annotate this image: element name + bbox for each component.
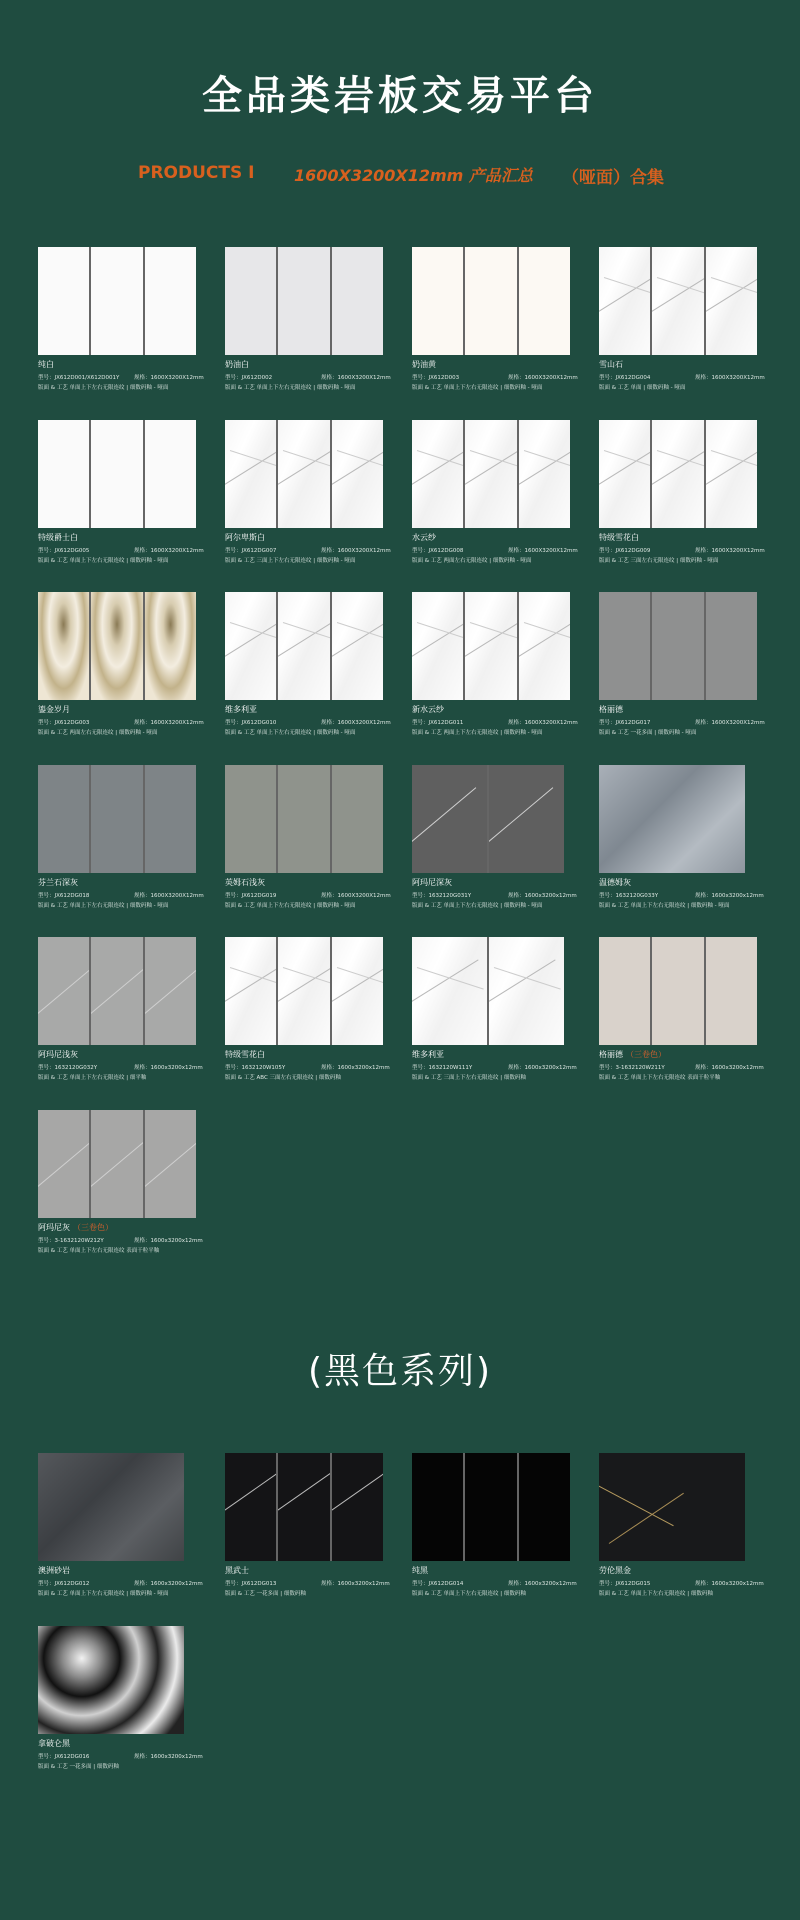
slab-panel [38,937,89,1045]
product-name [225,359,249,370]
slab-image [412,937,564,1045]
product-card[interactable] [599,1453,764,1619]
product-process: 版面 & 工艺 三面上下左右无限连纹 | 细数码釉 [412,1075,526,1081]
slab-panel [225,765,276,873]
slab-panel [38,765,89,873]
slab-panel [706,592,757,700]
slab-image [38,247,196,355]
product-name [38,1565,70,1576]
product-card[interactable] [38,937,203,1103]
product-process: 版面 & 工艺 单面上下左右无限连纹 | 细数码釉 - 哑面 [38,1591,169,1597]
product-name [38,359,54,370]
slab-panel [225,937,276,1045]
slab-panel [652,247,703,355]
product-spec: 规格：1600X3200X12mm [321,547,391,554]
slab-panel [465,592,516,700]
product-model: 型号：JX612DG008 [412,547,464,554]
product-spec: 规格：1600X3200X12mm [134,375,204,381]
product-card[interactable] [412,765,577,931]
product-card[interactable] [38,420,204,586]
slab-image [412,420,570,528]
product-model-line [412,718,578,726]
product-process: 版面 & 工艺 一花多面 | 细数码釉 [38,1763,119,1770]
product-spec: 规格：1600X3200X12mm [695,547,765,554]
product-model: 型号：JX612D001/X612D001Y [38,375,120,381]
slab-panel [225,420,276,528]
slab-panel [145,765,196,873]
product-spec: 规格：1600x3200x12mm [321,1581,390,1587]
slab-image [38,1626,184,1734]
product-card[interactable] [225,937,390,1103]
slab-image [412,592,570,700]
product-model-line [225,1063,390,1071]
product-spec: 规格：1600X3200X12mm [134,547,204,554]
product-card[interactable] [38,1110,203,1276]
product-name-text: 芬兰石深灰 [38,877,78,887]
product-tag: （三卷色） [73,1222,113,1232]
product-process: 版面 & 工艺 ABC 三面左右无限连纹 | 细数码釉 [225,1075,341,1081]
product-name-text: 阿玛尼深灰 [412,877,452,887]
product-name-text: 水云纱 [412,532,436,542]
product-name-text: 格丽德 [599,705,623,714]
product-model-line [599,718,765,726]
slab-image [38,592,196,700]
slab-panel [652,420,703,528]
product-model: 型号：JX612DG004 [599,375,651,381]
product-spec: 规格：1600X3200X12mm [134,892,204,899]
product-process: 版面 & 工艺 一花多面 | 细数码釉 [225,1591,306,1597]
product-card[interactable] [38,1626,203,1792]
product-spec: 规格：1600x3200x12mm [134,1065,203,1071]
subtitle-bar [0,163,800,187]
product-model-line [38,1236,203,1244]
slab-image [225,420,383,528]
slab-panel [465,247,516,355]
slab-panel [599,765,745,873]
product-process: 版面 & 工艺 单面上下左右无限连纹 | 细数码釉 - 哑面 [38,557,169,564]
product-model: 型号：JX612DG011 [412,720,464,726]
product-model: 型号：JX612DG005 [38,547,90,554]
slab-image [225,1453,383,1561]
product-model: 型号：JX612DG013 [225,1581,277,1587]
product-name [38,1222,113,1233]
slab-panel [519,247,570,355]
product-name-text: 奶油黄 [412,360,436,369]
product-name-text: 新水云纱 [412,705,444,714]
product-model: 型号：1632120W111Y [412,1065,473,1071]
product-model-line [412,1063,577,1071]
slab-panel [225,247,276,355]
slab-panel [225,592,276,700]
product-spec: 规格：1600x3200x12mm [695,1581,764,1587]
slab-panel [145,1110,196,1218]
product-model: 型号：JX612DG016 [38,1753,90,1760]
slab-panel [91,592,142,700]
slab-panel [519,1453,570,1561]
product-process: 版面 & 工艺 单面上下左右无限连纹 | 细数码釉 - 哑面 [225,902,356,909]
slab-panel [465,1453,516,1561]
product-card[interactable] [599,420,765,586]
product-card[interactable] [225,765,391,931]
product-name-text: 雪山石 [599,360,623,369]
slab-panel [278,937,329,1045]
slab-image [412,765,564,873]
product-model: 型号：3-1632120W212Y [38,1237,104,1244]
product-name-text: 英姆石浅灰 [225,877,265,887]
product-card[interactable] [38,247,204,413]
slab-panel [599,247,650,355]
product-card[interactable] [225,1453,390,1619]
slab-panel [332,937,383,1045]
product-model: 型号：JX612DG010 [225,720,277,726]
product-process: 版面 & 工艺 单面上下左右无限连纹 | 细数码釉 - 哑面 [412,385,543,391]
slab-panel [332,765,383,873]
product-card[interactable] [412,1453,577,1619]
product-card[interactable] [412,420,578,586]
slab-panel [412,765,487,873]
product-card[interactable] [38,592,204,758]
slab-panel [278,765,329,873]
subtitle-finish: （哑面）合集 [562,168,664,188]
product-name-text: 维多利亚 [412,1050,444,1059]
slab-panel [412,420,463,528]
product-card[interactable] [412,247,578,413]
slab-panel [332,420,383,528]
slab-panel [278,1453,329,1561]
slab-panel [412,247,463,355]
product-spec: 规格：1600X3200X12mm [695,375,765,381]
product-name [599,359,623,370]
product-process: 版面 & 工艺 单面上下左右无限连纹 | 细数码釉 - 哑面 [225,385,356,391]
product-name [225,877,265,888]
product-name-text: 劳伦黑金 [599,1566,631,1575]
product-name-text: 格丽德 [599,1050,623,1059]
product-spec: 规格：1600x3200x12mm [695,1065,764,1071]
product-model: 型号：1632120G032Y [38,1065,98,1071]
product-name [599,877,631,888]
slab-panel [278,247,329,355]
product-model: 型号：JX612DG019 [225,892,277,899]
product-model: 型号：1632120W105Y [225,1065,286,1071]
product-name-text: 特级雪花白 [599,532,639,542]
product-name [38,1738,70,1749]
product-model-line [38,1579,203,1587]
product-card[interactable] [225,420,391,586]
slab-image [412,1453,570,1561]
product-process: 版面 & 工艺 三面上下左右无限连纹 | 细数码釉 - 哑面 [225,557,356,564]
product-model-line [38,1752,203,1760]
product-name [412,532,436,543]
product-model: 型号：1632120G033Y [599,892,659,899]
product-name-text: 黑武士 [225,1566,249,1575]
product-model: 型号：JX612DG012 [38,1581,90,1587]
product-model-line [599,546,765,554]
product-name [225,704,257,715]
slab-panel [599,937,650,1045]
product-model: 型号：JX612DG003 [38,720,90,726]
product-spec: 规格：1600X3200X12mm [508,547,578,554]
slab-image [599,592,757,700]
product-name [599,1049,666,1060]
product-model: 型号：3-1632120W211Y [599,1065,665,1071]
product-spec: 规格：1600X3200X12mm [321,892,391,899]
product-model-line [38,891,204,899]
slab-image [38,937,196,1045]
slab-image [599,1453,745,1561]
product-card[interactable] [225,592,391,758]
product-process: 版面 & 工艺 单面上下左右无限连纹 | 细数码釉 - 哑面 [412,902,543,909]
product-model: 型号：JX612DG017 [599,720,651,726]
product-process: 版面 & 工艺 单面上下左右无限连纹 表面干粒平釉 [38,1247,160,1254]
product-model-line [599,1579,764,1587]
product-name-text: 阿尔卑斯白 [225,532,265,542]
product-model-line [599,373,765,381]
product-process: 版面 & 工艺 单面上下左右无限连纹 | 细平釉 [38,1075,147,1081]
slab-panel [489,765,564,873]
slab-panel [412,937,487,1045]
subtitle-size: 1600X3200X12mm 产品汇总 [294,166,533,185]
product-name [412,877,452,888]
product-name-text: 特级爵士白 [38,532,78,542]
product-spec: 规格：1600x3200x12mm [134,1581,203,1587]
slab-image [225,247,383,355]
product-model-line [225,1579,390,1587]
slab-panel [412,592,463,700]
product-spec: 规格：1600X3200X12mm [321,375,391,381]
product-model: 型号：JX612D002 [225,375,273,381]
product-process: 版面 & 工艺 单面上下左右无限连纹 | 细数码釉 - 哑面 [38,902,169,909]
product-name [38,704,70,715]
product-card[interactable] [599,765,764,931]
slab-panel [278,592,329,700]
product-name [599,532,639,543]
product-card[interactable] [599,937,764,1103]
slab-panel [412,1453,463,1561]
slab-panel [145,937,196,1045]
product-model-line [412,891,577,899]
product-name [38,877,78,888]
product-model-line [38,546,204,554]
product-process: 版面 & 工艺 单面上下左右无限连纹 | 细数码釉 - 哑面 [599,902,730,909]
product-name-text: 拿破仑黑 [38,1738,70,1748]
product-name [225,532,265,543]
slab-panel [706,420,757,528]
product-model: 型号：1632120G031Y [412,892,472,899]
product-name-text: 鎏金岁月 [38,705,70,714]
product-card[interactable] [599,247,765,413]
slab-panel [599,592,650,700]
product-tag: （三卷色） [626,1050,666,1059]
slab-panel [489,937,564,1045]
product-spec: 规格：1600X3200X12mm [508,720,578,726]
product-name-text: 温德姆灰 [599,877,631,887]
product-spec: 规格：1600x3200x12mm [134,1237,203,1244]
slab-panel [332,592,383,700]
product-spec: 规格：1600x3200x12mm [321,1065,390,1071]
subtitle-products: PRODUCTS Ⅰ [138,163,255,183]
product-card[interactable] [412,592,578,758]
product-card[interactable] [599,592,765,758]
product-model-line [38,718,204,726]
product-process: 版面 & 工艺 单面上下左右无限连纹 表面干粒平釉 [599,1075,721,1081]
slab-panel [38,1453,184,1561]
product-name-text: 纯黑 [412,1566,428,1575]
product-name [599,1565,631,1576]
product-model: 型号：JX612DG015 [599,1581,651,1587]
product-spec: 规格：1600X3200X12mm [321,720,391,726]
product-spec: 规格：1600x3200x12mm [508,1581,577,1587]
slab-image [38,1110,196,1218]
product-name-text: 纯白 [38,360,54,369]
slab-image [225,937,383,1045]
slab-panel [38,1110,89,1218]
slab-panel [91,247,142,355]
product-card[interactable] [412,937,577,1103]
product-process: 版面 & 工艺 单面上下左右无限连纹 | 细数码釉 - 哑面 [225,730,356,736]
slab-image [599,420,757,528]
product-spec: 规格：1600X3200X12mm [695,720,765,726]
slab-panel [332,247,383,355]
slab-panel [145,247,196,355]
product-model-line [38,1063,203,1071]
slab-panel [599,1453,745,1561]
slab-panel [519,592,570,700]
slab-panel [519,420,570,528]
product-card[interactable] [38,1453,203,1619]
product-name [599,704,623,715]
slab-panel [38,592,89,700]
slab-image [38,420,196,528]
slab-panel [91,937,142,1045]
product-model: 型号：JX612D003 [412,375,460,381]
slab-panel [652,937,703,1045]
product-process: 版面 & 工艺 两面左右无限连纹 | 细数码釉 - 哑面 [38,730,158,736]
product-model-line [38,373,204,381]
product-process: 版面 & 工艺 两面上下左右无限连纹 | 细数码釉 - 哑面 [412,730,543,736]
product-name-text: 澳洲砂岩 [38,1566,70,1575]
product-spec: 规格：1600x3200x12mm [508,892,577,899]
product-name-text: 阿玛尼浅灰 [38,1050,78,1059]
product-model: 型号：JX612DG007 [225,547,277,554]
product-spec: 规格：1600X3200X12mm [508,375,578,381]
product-name-text: 阿玛尼灰 [38,1222,70,1232]
slab-panel [91,765,142,873]
slab-image [599,765,745,873]
product-spec: 规格：1600x3200x12mm [134,1753,203,1760]
product-spec: 规格：1600X3200X12mm [134,720,204,726]
product-model-line [225,546,391,554]
page-title: 全品类岩板交易平台 [202,73,598,119]
product-model: 型号：JX612DG014 [412,1581,464,1587]
slab-panel [599,420,650,528]
slab-image [599,937,757,1045]
slab-image [38,1453,184,1561]
product-name [412,1565,428,1576]
slab-panel [38,247,89,355]
product-name-text: 特级雪花白 [225,1050,265,1059]
slab-panel [278,420,329,528]
product-name [412,704,444,715]
slab-panel [38,420,89,528]
product-model: 型号：JX612DG018 [38,892,90,899]
product-model-line [599,891,764,899]
product-process: 版面 & 工艺 单面上下左右无限连纹 | 细数码釉 [599,1591,713,1597]
product-model-line [225,891,391,899]
product-name [412,1049,444,1060]
product-card[interactable] [38,765,204,931]
product-model-line [599,1063,764,1071]
slab-panel [706,937,757,1045]
slab-panel [465,420,516,528]
product-spec: 规格：1600x3200x12mm [508,1065,577,1071]
product-process: 版面 & 工艺 单面上下左右无限连纹 | 细数码釉 [412,1591,526,1597]
product-model: 型号：JX612DG009 [599,547,651,554]
slab-panel [91,1110,142,1218]
product-name [225,1049,265,1060]
product-spec: 规格：1600x3200x12mm [695,892,764,899]
product-process: 版面 & 工艺 单面上下左右无限连纹 | 细数码釉 - 哑面 [38,385,169,391]
slab-panel [145,420,196,528]
slab-panel [706,247,757,355]
product-process: 版面 & 工艺 一花多面 | 细数码釉 - 哑面 [599,730,697,736]
slab-panel [91,420,142,528]
slab-image [225,592,383,700]
product-process: 版面 & 工艺 单面 | 细数码釉 - 哑面 [599,385,686,391]
product-model-line [412,1579,577,1587]
slab-image [225,765,383,873]
slab-panel [145,592,196,700]
slab-image [412,247,570,355]
product-name-text: 奶油白 [225,360,249,369]
slab-image [599,247,757,355]
product-name [412,359,436,370]
slab-image [38,765,196,873]
product-name [38,1049,78,1060]
product-name [38,532,78,543]
product-card[interactable] [225,247,391,413]
product-process: 版面 & 工艺 两面左右无限连纹 | 细数码釉 - 哑面 [412,557,532,564]
product-process: 版面 & 工艺 三面左右无限连纹 | 细数码釉 - 哑面 [599,557,719,564]
product-name-text: 维多利亚 [225,705,257,714]
slab-panel [332,1453,383,1561]
product-model-line [225,373,391,381]
slab-panel [38,1626,184,1734]
product-model-line [225,718,391,726]
slab-panel [225,1453,276,1561]
product-name [225,1565,249,1576]
black-series-title: (黑色系列) [307,1351,493,1392]
product-model-line [412,546,578,554]
slab-panel [652,592,703,700]
product-model-line [412,373,578,381]
